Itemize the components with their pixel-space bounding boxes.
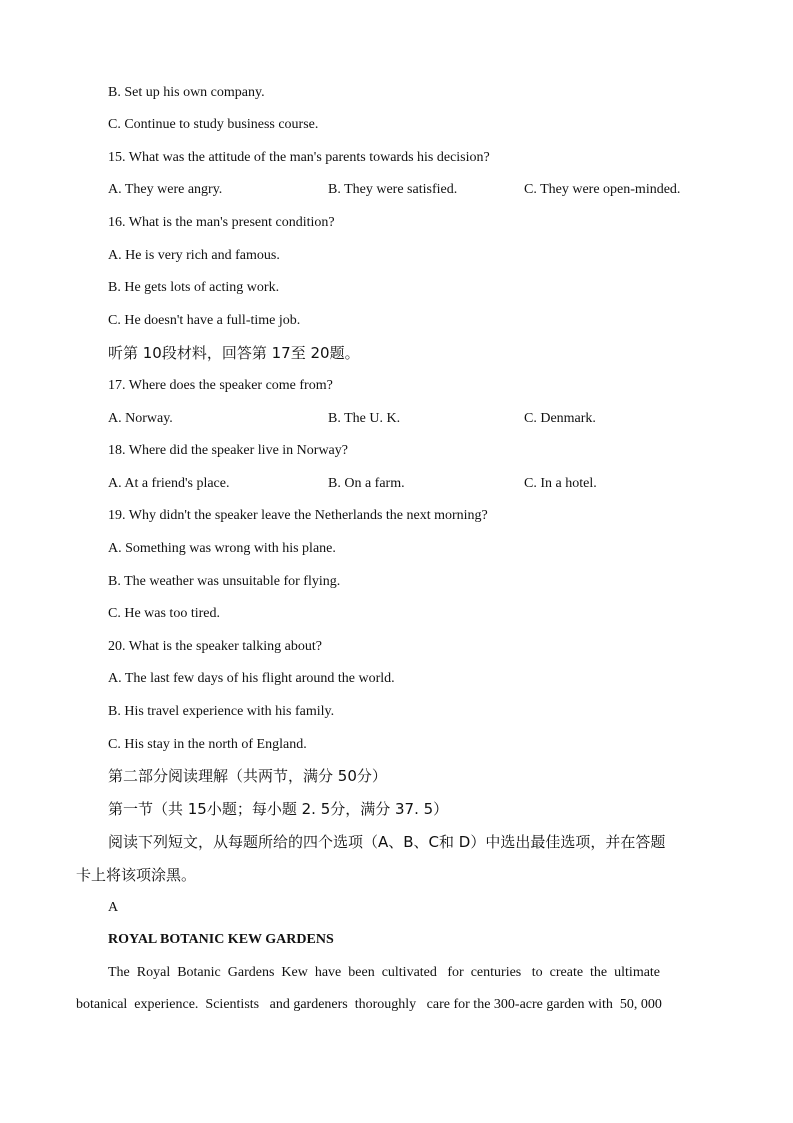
question-15: 15. What was the attitude of the man's parents towards his decision? <box>108 150 490 165</box>
option-a: A. The last few days of his flight around the world. <box>108 671 395 686</box>
option-b: B. The U. K. <box>328 411 401 426</box>
option-line: B. Set up his own company. <box>108 85 265 100</box>
paragraph-line: The Royal Botanic Gardens Kew have been cultivated for centuries to create the ultimate <box>108 965 661 980</box>
section-heading: 第一节（共 15小题；每小题 2. 5分，满分 37. 5） <box>108 800 449 818</box>
option-c: C. He doesn't have a full-time job. <box>108 313 301 328</box>
option-c: C. They were open-minded. <box>524 182 681 197</box>
instruction-line: 卡上将该项涂黑。 <box>76 866 197 884</box>
option-line: C. Continue to study business course. <box>108 117 319 132</box>
option-b: B. His travel experience with his family. <box>108 704 335 719</box>
option-b: B. On a farm. <box>328 476 405 491</box>
option-c: C. He was too tired. <box>108 606 220 621</box>
question-16: 16. What is the man's present condition? <box>108 215 335 230</box>
option-c: C. In a hotel. <box>524 476 597 491</box>
paragraph-line: botanical experience. Scientists and gardeners thoroughly care for the 300-acre garden with 50, 000 <box>76 997 662 1012</box>
part-heading: 第二部分阅读理解（共两节，满分 50分） <box>108 767 387 785</box>
passage-title: ROYAL BOTANIC KEW GARDENS <box>108 932 334 947</box>
option-a: A. Something was wrong with his plane. <box>108 541 336 556</box>
option-a: A. He is very rich and famous. <box>108 248 280 263</box>
question-17: 17. Where does the speaker come from? <box>108 378 333 393</box>
question-18: 18. Where did the speaker live in Norway? <box>108 443 348 458</box>
passage-label: A <box>108 900 119 915</box>
section-instruction: 听第 10段材料，回答第 17至 20题。 <box>108 344 360 362</box>
instruction-line: 阅读下列短文，从每题所给的四个选项（A、B、C和 D）中选出最佳选项，并在答题 <box>108 833 666 851</box>
option-b: B. The weather was unsuitable for flying. <box>108 574 341 589</box>
option-c: C. Denmark. <box>524 411 596 426</box>
option-a: A. At a friend's place. <box>108 476 230 491</box>
option-b: B. They were satisfied. <box>328 182 458 197</box>
question-20: 20. What is the speaker talking about? <box>108 639 322 654</box>
option-a: A. Norway. <box>108 411 173 426</box>
option-a: A. They were angry. <box>108 182 223 197</box>
question-19: 19. Why didn't the speaker leave the Netherlands the next morning? <box>108 508 488 523</box>
option-b: B. He gets lots of acting work. <box>108 280 280 295</box>
option-c: C. His stay in the north of England. <box>108 737 307 752</box>
